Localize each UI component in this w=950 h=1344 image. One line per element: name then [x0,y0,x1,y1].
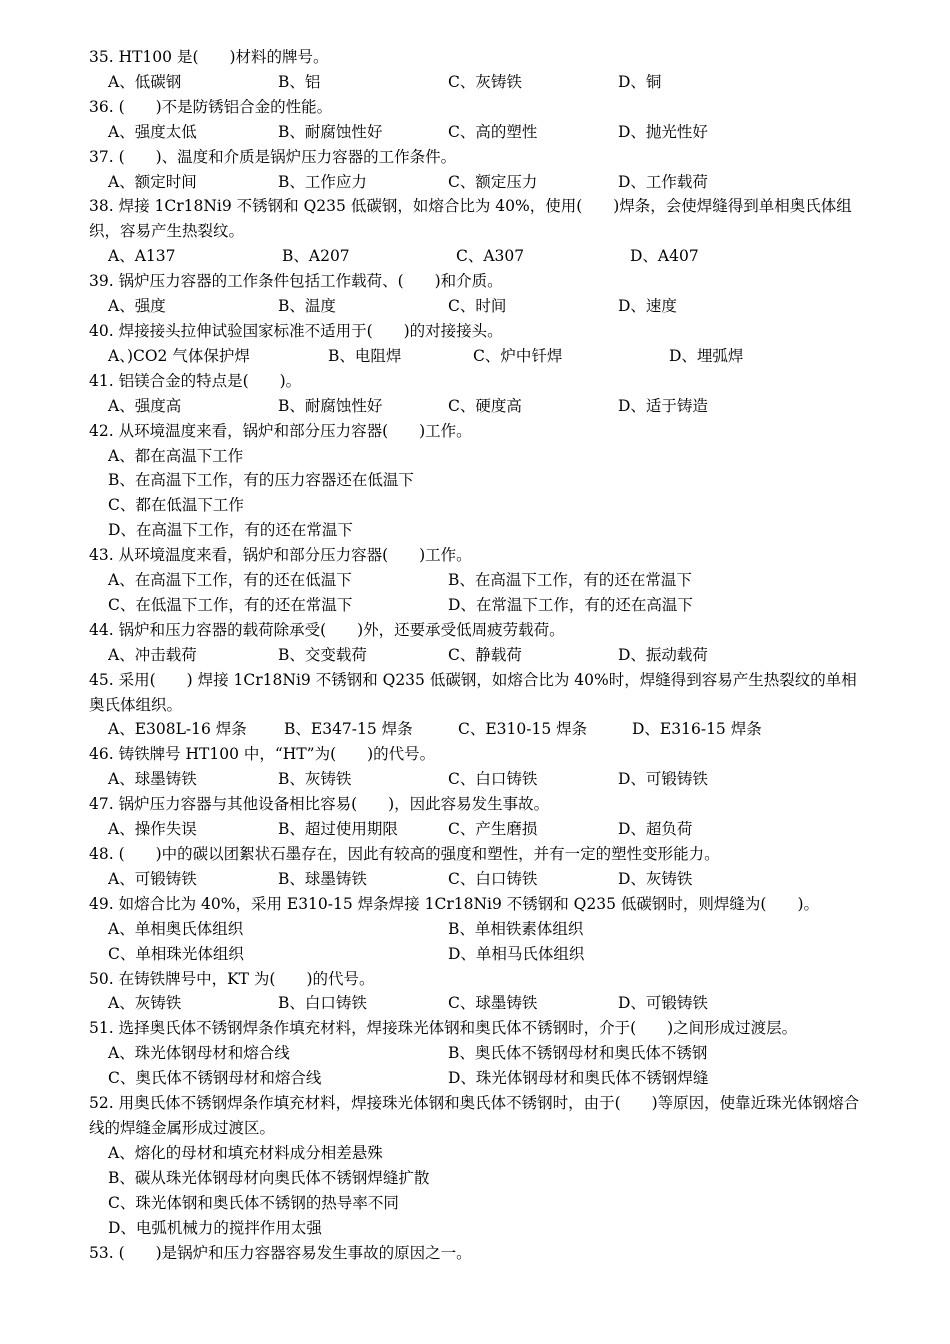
option-d: D、在高温下工作，有的还在常温下 [108,521,353,540]
options-45 [89,717,864,742]
options-51-ab [89,1041,864,1066]
option-c: C、静载荷 [448,645,522,664]
option-b: B、温度 [278,297,336,316]
options-38 [89,244,864,269]
option-a: A、灰铸铁 [108,994,182,1013]
option-b: B、碳从珠光体钢母材向奥氏体不锈钢焊缝扩散 [108,1168,430,1187]
option-b: B、耐腐蚀性好 [278,396,383,415]
option-b: B、奥氏体不锈钢母材和奥氏体不锈钢 [448,1044,708,1063]
option-d: D、单相马氏体组织 [448,944,585,963]
option-a: A、强度高 [108,396,182,415]
question-51: 51. 选择奥氏体不锈钢焊条作填充材料，焊接珠光体钢和奥氏体不锈钢时，介于( )之间形成过渡层。 [89,1019,798,1038]
option-a: A、可锻铸铁 [108,869,197,888]
option-b: B、耐腐蚀性好 [278,122,383,141]
option-d: D、速度 [618,297,677,316]
option-c: C、白口铸铁 [448,770,538,789]
options-47 [89,817,864,842]
option-a: A、珠光体钢母材和熔合线 [108,1044,290,1063]
question-52: 52. 用奥氏体不锈钢焊条作填充材料，焊接珠光体钢和奥氏体不锈钢时，由于( )等原因，使靠近珠光体钢熔合线的焊缝金属形成过渡区。 [89,1094,860,1137]
question-38: 38. 焊接 1Cr18Ni9 不锈钢和 Q235 低碳钢，如熔合比为 40%，使用( )焊条，会使焊缝得到单相奥氏体组织，容易产生热裂纹。 [89,197,852,241]
option-b: B、在高温下工作，有的还在常温下 [448,571,692,590]
option-d: D、超负荷 [618,820,693,839]
option-b: B、球墨铸铁 [278,869,367,888]
question-46: 46. 铸铁牌号 HT100 中，“HT”为( )的代号。 [89,745,436,764]
option-a: A、熔化的母材和填充材料成分相差悬殊 [108,1143,383,1162]
option-d: D、A407 [630,247,699,266]
option-c: C、高的塑性 [448,122,538,141]
option-d: D、振动载荷 [618,645,708,664]
option-a: A、都在高温下工作 [108,446,244,465]
options-43-cd [89,593,864,618]
options-39 [89,294,864,319]
question-42: 42. 从环境温度来看，锅炉和部分压力容器( )工作。 [89,421,472,440]
option-c: C、球墨铸铁 [448,994,538,1013]
option-b: B、工作应力 [278,172,367,191]
option-c: C、炉中钎焊 [473,346,563,365]
option-a: A、A137 [108,247,176,266]
option-d: D、埋弧焊 [669,346,744,365]
option-c: C、硬度高 [448,396,522,415]
option-c: C、灰铸铁 [448,72,522,91]
options-49-cd [89,942,864,967]
question-41: 41. 铝镁合金的特点是( )。 [89,371,302,390]
option-b: B、交变载荷 [278,645,367,664]
options-41 [89,394,864,419]
option-d: D、可锻铸铁 [618,994,708,1013]
question-50: 50. 在铸铁牌号中，KT 为( )的代号。 [89,969,375,988]
question-47: 47. 锅炉压力容器与其他设备相比容易( )，因此容易发生事故。 [89,795,550,814]
options-43-ab [89,568,864,593]
option-d: D、电弧机械力的搅拌作用太强 [108,1218,322,1237]
option-a: A、操作失误 [108,820,197,839]
question-48: 48. ( )中的碳以团絮状石墨存在，因此有较高的强度和塑性，并有一定的塑性变形能力。 [89,845,720,863]
option-a: A、额定时间 [108,172,197,191]
option-d: D、灰铸铁 [618,869,693,888]
option-a: A、冲击载荷 [108,645,197,664]
option-d: D、珠光体钢母材和奥氏体不锈钢焊缝 [448,1069,709,1088]
option-a: A、强度 [108,297,166,316]
question-49: 49. 如熔合比为 40%，采用 E310-15 焊条焊接 1Cr18Ni9 不锈钢和 Q235 低碳钢时，则焊缝为( )。 [89,894,820,913]
option-a: A、在高温下工作，有的还在低温下 [108,571,352,590]
option-a: A、)CO2 气体保护焊 [108,346,250,365]
options-46 [89,767,864,792]
option-b: B、单相铁素体组织 [448,919,584,938]
option-c: C、产生磨损 [448,820,538,839]
option-c: C、时间 [448,297,507,316]
option-c: C、白口铸铁 [448,869,538,888]
option-a: A、低碳钢 [108,72,182,91]
options-35 [89,70,864,95]
options-48 [89,867,864,892]
option-c: C、A307 [456,247,525,266]
option-b: B、E347-15 焊条 [284,720,413,739]
option-c: C、额定压力 [448,172,538,191]
option-c: C、在低温下工作，有的还在常温下 [108,595,353,614]
option-a: A、球墨铸铁 [108,770,197,789]
options-37 [89,170,864,195]
question-35: 35. HT100 是( )材料的牌号。 [89,48,329,66]
option-b: B、白口铸铁 [278,994,367,1013]
question-44: 44. 锅炉和压力容器的载荷除承受( )外，还要承受低周疲劳载荷。 [89,620,565,639]
option-b: B、电阻焊 [328,346,402,365]
option-c: C、单相珠光体组织 [108,944,244,963]
option-d: D、在常温下工作，有的还在高温下 [448,595,693,614]
question-37: 37. ( )、温度和介质是锅炉压力容器的工作条件。 [89,147,457,166]
option-b: B、灰铸铁 [278,770,352,789]
option-c: C、珠光体钢和奥氏体不锈钢的热导率不同 [108,1193,399,1212]
question-43: 43. 从环境温度来看，锅炉和部分压力容器( )工作。 [89,546,472,565]
option-b: B、在高温下工作，有的压力容器还在低温下 [108,471,414,490]
option-c: C、奥氏体不锈钢母材和熔合线 [108,1069,322,1088]
options-36 [89,120,864,145]
question-39: 39. 锅炉压力容器的工作条件包括工作载荷、( )和介质。 [89,272,503,291]
option-a: A、强度太低 [108,122,197,141]
options-44 [89,643,864,668]
option-b: B、A207 [282,247,350,266]
option-d: D、可锻铸铁 [618,770,708,789]
option-d: D、抛光性好 [618,122,708,141]
question-40: 40. 焊接接头拉伸试验国家标准不适用于( )的对接接头。 [89,321,503,340]
option-c: C、E310-15 焊条 [458,720,588,739]
question-45: 45. 采用( ) 焊接 1Cr18Ni9 不锈钢和 Q235 低碳钢，如熔合比为 40%时，焊缝得到容易产生热裂纹的单相奥氏体组织。 [89,670,857,714]
options-50 [89,991,864,1016]
options-40 [89,344,864,369]
options-51-cd [89,1066,864,1091]
question-53: 53. ( )是锅炉和压力容器容易发生事故的原因之一。 [89,1243,472,1262]
option-d: D、适于铸造 [618,396,708,415]
option-c: C、都在低温下工作 [108,496,244,515]
option-b: B、铝 [278,72,321,91]
option-a: A、E308L-16 焊条 [108,720,247,739]
option-b: B、超过使用期限 [278,820,398,839]
option-d: D、铜 [618,72,662,91]
option-d: D、工作载荷 [618,172,708,191]
option-d: D、E316-15 焊条 [632,720,762,739]
question-36: 36. ( )不是防锈铝合金的性能。 [89,97,333,116]
option-a: A、单相奥氏体组织 [108,919,244,938]
options-49-ab [89,917,864,942]
